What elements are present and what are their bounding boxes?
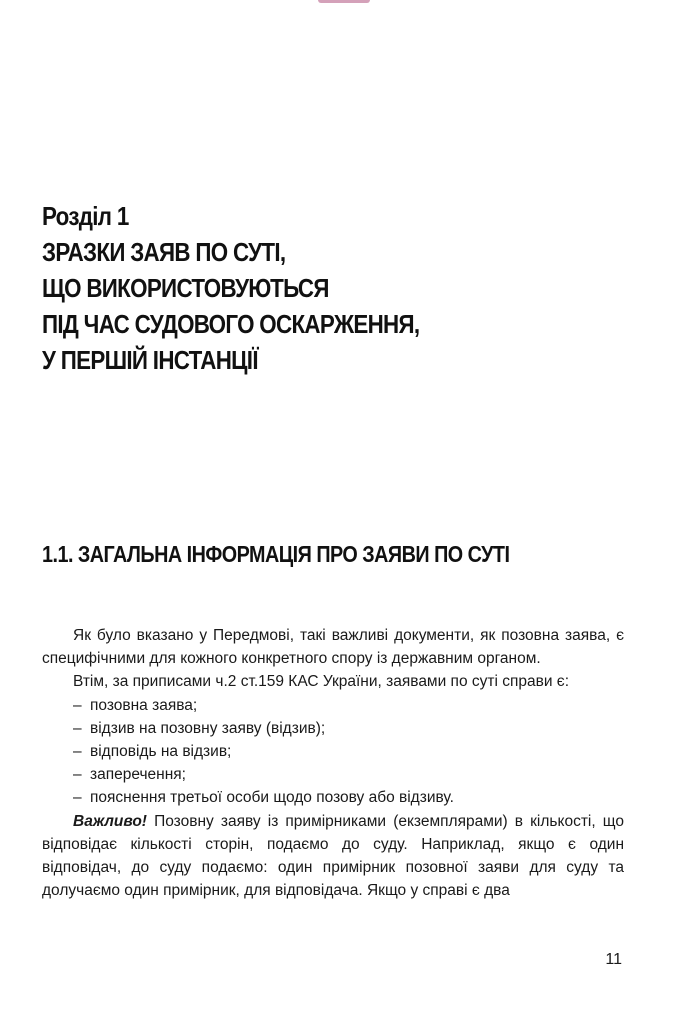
important-label: Важливо! xyxy=(73,812,147,830)
paragraph-list-lead: Втім, за приписами ч.2 ст.159 КАС України, заявами по суті справи є: xyxy=(73,673,570,691)
list-dash: – xyxy=(73,789,82,807)
chapter-title-block xyxy=(42,198,419,378)
list-item xyxy=(42,740,624,763)
chapter-title-line-1: ЗРАЗКИ ЗАЯВ ПО СУТІ, xyxy=(42,237,286,267)
statements-list xyxy=(42,694,624,810)
list-dash: – xyxy=(73,696,82,714)
list-item-text: позовна заява; xyxy=(90,696,198,714)
top-edge-mark xyxy=(318,0,370,3)
paragraph-intro: Як було вказано у Передмові, такі важливі документи, як позовна заява, є специфічними для кожного конкретного спору із державним органом. xyxy=(42,627,624,668)
list-item-text: заперечення; xyxy=(90,766,186,784)
chapter-title-line-3: ПІД ЧАС СУДОВОГО ОСКАРЖЕННЯ, xyxy=(42,309,420,339)
list-item xyxy=(42,694,624,717)
list-item-text: відповідь на відзив; xyxy=(90,743,232,761)
chapter-title-line-2: ЩО ВИКОРИСТОВУЮТЬСЯ xyxy=(42,273,329,303)
page-number: 11 xyxy=(605,951,622,968)
list-item xyxy=(42,763,624,786)
list-item xyxy=(42,717,624,740)
section-heading: 1.1. ЗАГАЛЬНА ІНФОРМАЦІЯ ПРО ЗАЯВИ ПО СУТІ xyxy=(42,541,510,567)
list-item-text: пояснення третьої особи щодо позову або відзиву. xyxy=(90,789,454,807)
paragraph-important-text: Позовну заяву із примірниками (екземплярами) в кількості, що відповідає кількості сторін, подаємо до суду. Наприклад, якщо є один відповідач, до суду подаємо: один примірник позовної заяви для суду та долучаємо один примірник, для відповідача. Якщо у справі є два xyxy=(42,812,624,900)
list-item xyxy=(42,786,624,809)
list-dash: – xyxy=(73,719,82,737)
list-item-text: відзив на позовну заяву (відзив); xyxy=(90,719,326,737)
chapter-label: Розділ 1 xyxy=(42,201,129,231)
list-dash: – xyxy=(73,766,82,784)
chapter-title-line-4: У ПЕРШІЙ ІНСТАНЦІЇ xyxy=(42,345,258,375)
body-text xyxy=(42,624,624,902)
paragraph-important xyxy=(42,810,624,903)
list-dash: – xyxy=(73,743,82,761)
